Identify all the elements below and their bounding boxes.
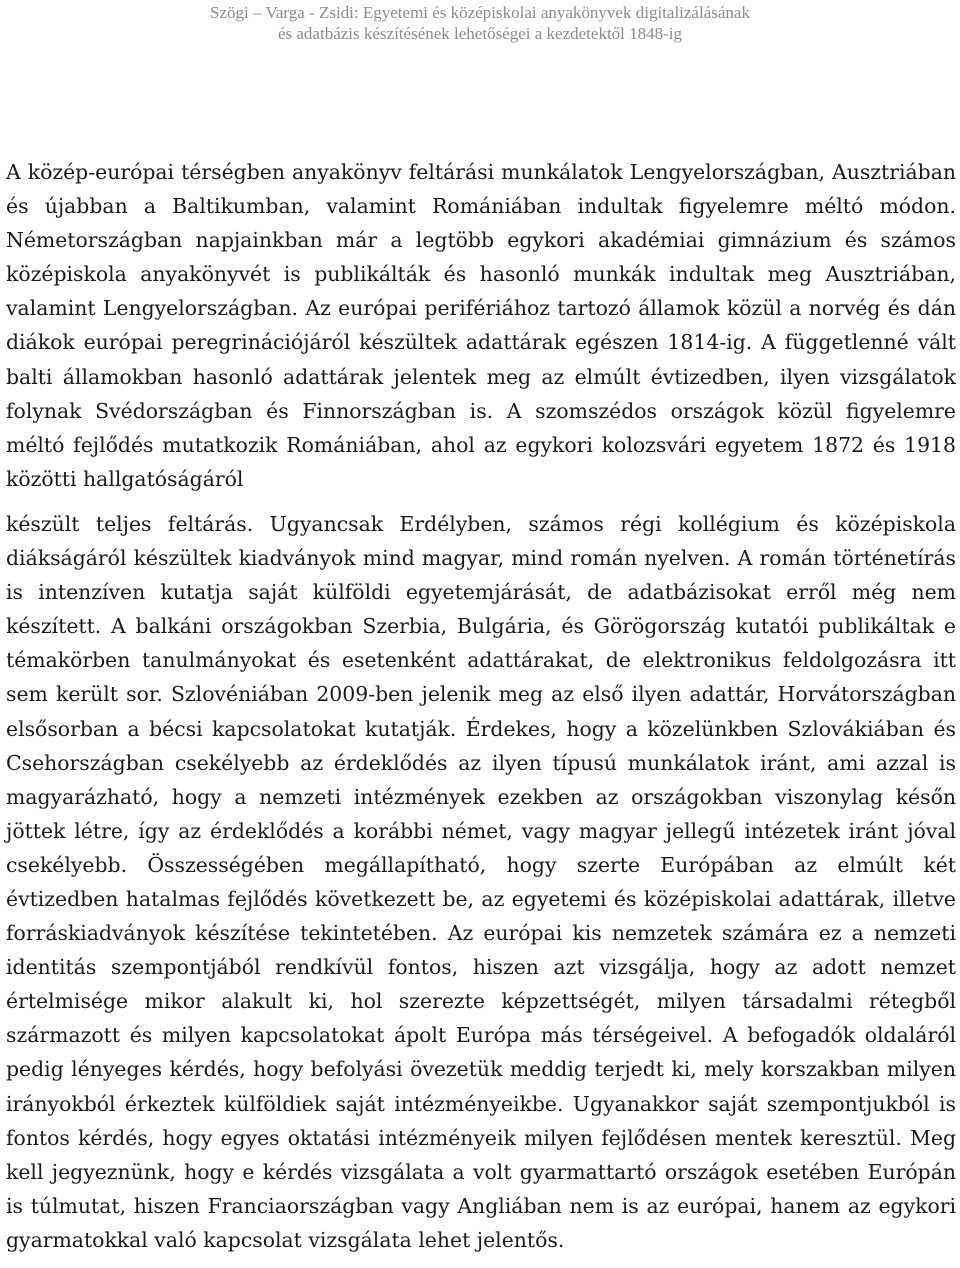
paragraph-part-1: A közép-európai térségben anyakönyv feltárási munkálatok Lengyelországban, Ausztriában és újabban a Baltikumban, valamint Romániában indultak figyelemre méltó módon. Németországban napjainkban már a legtöbb egykori akadémiai gimnázium és számos középiskola anyakönyvét is publikálták és hasonló munkák indultak meg Ausztriában, valamint Lengyelországban. Az európai perifériához tartozó államok közül a norvég és dán diákok európai peregrinációjáról készültek adattárak egészen 1814-ig. A függetlenné vált balti államokban hasonló adattárak jelentek meg az elmúlt évtizedben, ilyen vizsgálatok folynak Svédországban és Finnországban is. A szomszédos országok közül figyelemre méltó fejlődés mutatkozik Romániában, ahol az egykori kolozsvári egyetem 1872 és 1918 közötti hallgatóságáról	[6, 160, 956, 491]
body-text	[6, 155, 956, 1257]
page-header	[0, 2, 960, 44]
paragraph-part-2: készült teljes feltárás. Ugyancsak Erdélyben, számos régi kollégium és középiskola diákságáról készültek kiadványok mind magyar, mind román nyelven. A román történetírás is intenzíven kutatja saját külföldi egyetemjárását, de adatbázisokat erről még nem készített. A balkáni országokban Szerbia, Bulgária, és Görögország kutatói publikáltak e témakörben tanulmányokat és esetenként adattárakat, de elektronikus feldolgozásra itt sem került sor. Szlovéniában 2009-ben jelenik meg az első ilyen adattár, Horvátországban elsősorban a bécsi kapcsolatokat kutatják. Érdekes, hogy a közelünkben Szlovákiában és Csehországban csekélyebb az érdeklődés az ilyen típusú munkálatok iránt, ami azzal is magyarázható, hogy a nemzeti intézmények ezekben az országokban viszonylag későn jöttek létre, így az érdeklődés a korábbi német, vagy magyar jellegű intézetek iránt jóval csekélyebb. Összességében megállapítható, hogy szerte Európában az elmúlt két évtizedben hatalmas fejlődés következett be, az egyetemi és középiskolai adattárak, illetve forráskiadványok készítése tekintetében. Az európai kis nemzetek számára ez a nemzeti identitás szempontjából rendkívül fontos, hiszen azt vizsgálja, hogy az adott nemzet értelmisége mikor alakult ki, hol szerezte képzettségét, milyen társadalmi rétegből származott és milyen kapcsolatokat ápolt Európa más térségeivel. A befogadók oldaláról pedig lényeges kérdés, hogy befolyási övezetük meddig terjedt ki, mely korszakban milyen irányokból érkeztek külföldiek saját intézményeikbe. Ugyanakkor saját szempontjukból is fontos kérdés, hogy egyes oktatási intézményeik milyen fejlődésen mentek keresztül. Meg kell jegyeznünk, hogy e kérdés vizsgálata a volt gyarmattartó országok esetében Európán is túlmutat, hiszen Franciaországban vagy Angliában nem is az európai, hanem az egykori gyarmatokkal való kapcsolat vizsgálata lehet jelentős.	[6, 511, 956, 1252]
header-line-1: Szögi – Varga - Zsidi: Egyetemi és középiskolai anyakönyvek digitalizálásának	[210, 3, 750, 22]
header-line-2: és adatbázis készítésének lehetőségei a kezdetektől 1848-ig	[277, 24, 683, 43]
